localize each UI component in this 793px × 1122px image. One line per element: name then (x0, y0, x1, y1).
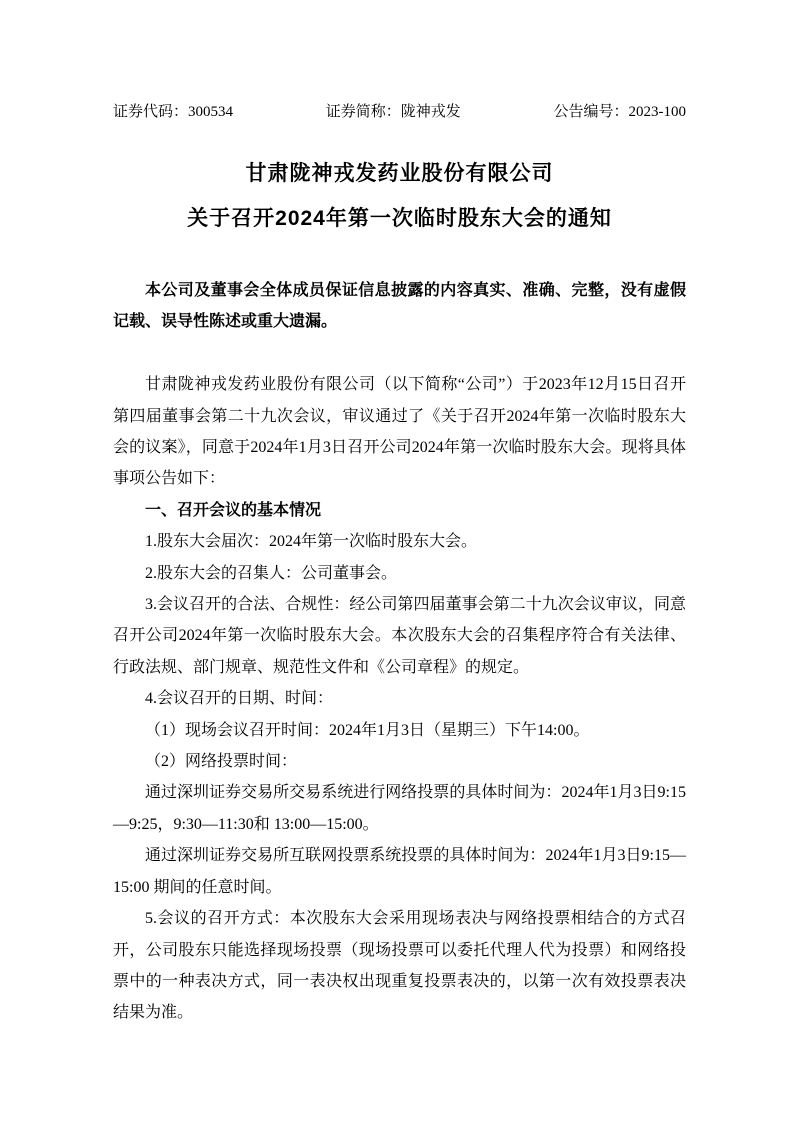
security-name: 证券简称：陇神戎发 (325, 104, 461, 120)
paragraph-trading-system-voting-time: 通过深圳证券交易所交易系统进行网络投票的具体时间为：2024年1月3日9:15—9:25，9:30—11:30和 13:00—15:00。 (113, 784, 686, 833)
section-1-heading: 一、召开会议的基本情况 (145, 501, 322, 519)
company-name-title: 甘肃陇神戎发药业股份有限公司 (245, 162, 554, 185)
paragraph-meeting-datetime: 4.会议召开的日期、时间： (145, 690, 334, 708)
paragraph-meeting-convener: 2.股东大会的召集人：公司董事会。 (145, 564, 398, 582)
paragraph-meeting-legality: 3.会议召开的合法、合规性：经公司第四届董事会第二十九次会议审议，同意召开公司2024年第一次临时股东大会。本次股东大会的召集程序符合有关法律、行政法规、部门规章、规范性文件和《公司章程》的规定。 (113, 596, 686, 676)
paragraph-online-voting-time-label: （2）网络投票时间： (145, 753, 298, 771)
paragraph-internet-voting-time: 通过深圳证券交易所互联网投票系统投票的具体时间为：2024年1月3日9:15—15:00 期间的任意时间。 (113, 847, 686, 896)
security-code: 证券代码：300534 (113, 104, 234, 120)
notice-title: 关于召开2024年第一次临时股东大会的通知 (187, 207, 612, 230)
paragraph-onsite-meeting-time: （1）现场会议召开时间：2024年1月3日（星期三）下午14:00。 (145, 721, 590, 739)
document-header (113, 104, 686, 121)
announcement-number: 公告编号：2023-100 (553, 104, 686, 120)
intro-paragraph: 甘肃陇神戎发药业股份有限公司（以下简称“公司”）于2023年12月15日召开第四届董事会第二十九次会议，审议通过了《关于召开2024年第一次临时股东大会的议案》，同意于2024年1月3日召开公司2024年第一次临时股东大会。现将具体事项公告如下： (113, 376, 686, 488)
paragraph-meeting-session: 1.股东大会届次：2024年第一次临时股东大会。 (145, 533, 478, 551)
paragraph-meeting-method: 5.会议的召开方式：本次股东大会采用现场表决与网络投票相结合的方式召开，公司股东只能选择现场投票（现场投票可以委托代理人代为投票）和网络投票中的一种表决方式，同一表决权出现重复投票表决的，以第一次有效投票表决结果为准。 (113, 910, 686, 1022)
document-title-block (113, 151, 686, 241)
disclaimer-statement: 本公司及董事会全体成员保证信息披露的内容真实、准确、完整，没有虚假记载、误导性陈述或重大遗漏。 (113, 282, 686, 331)
